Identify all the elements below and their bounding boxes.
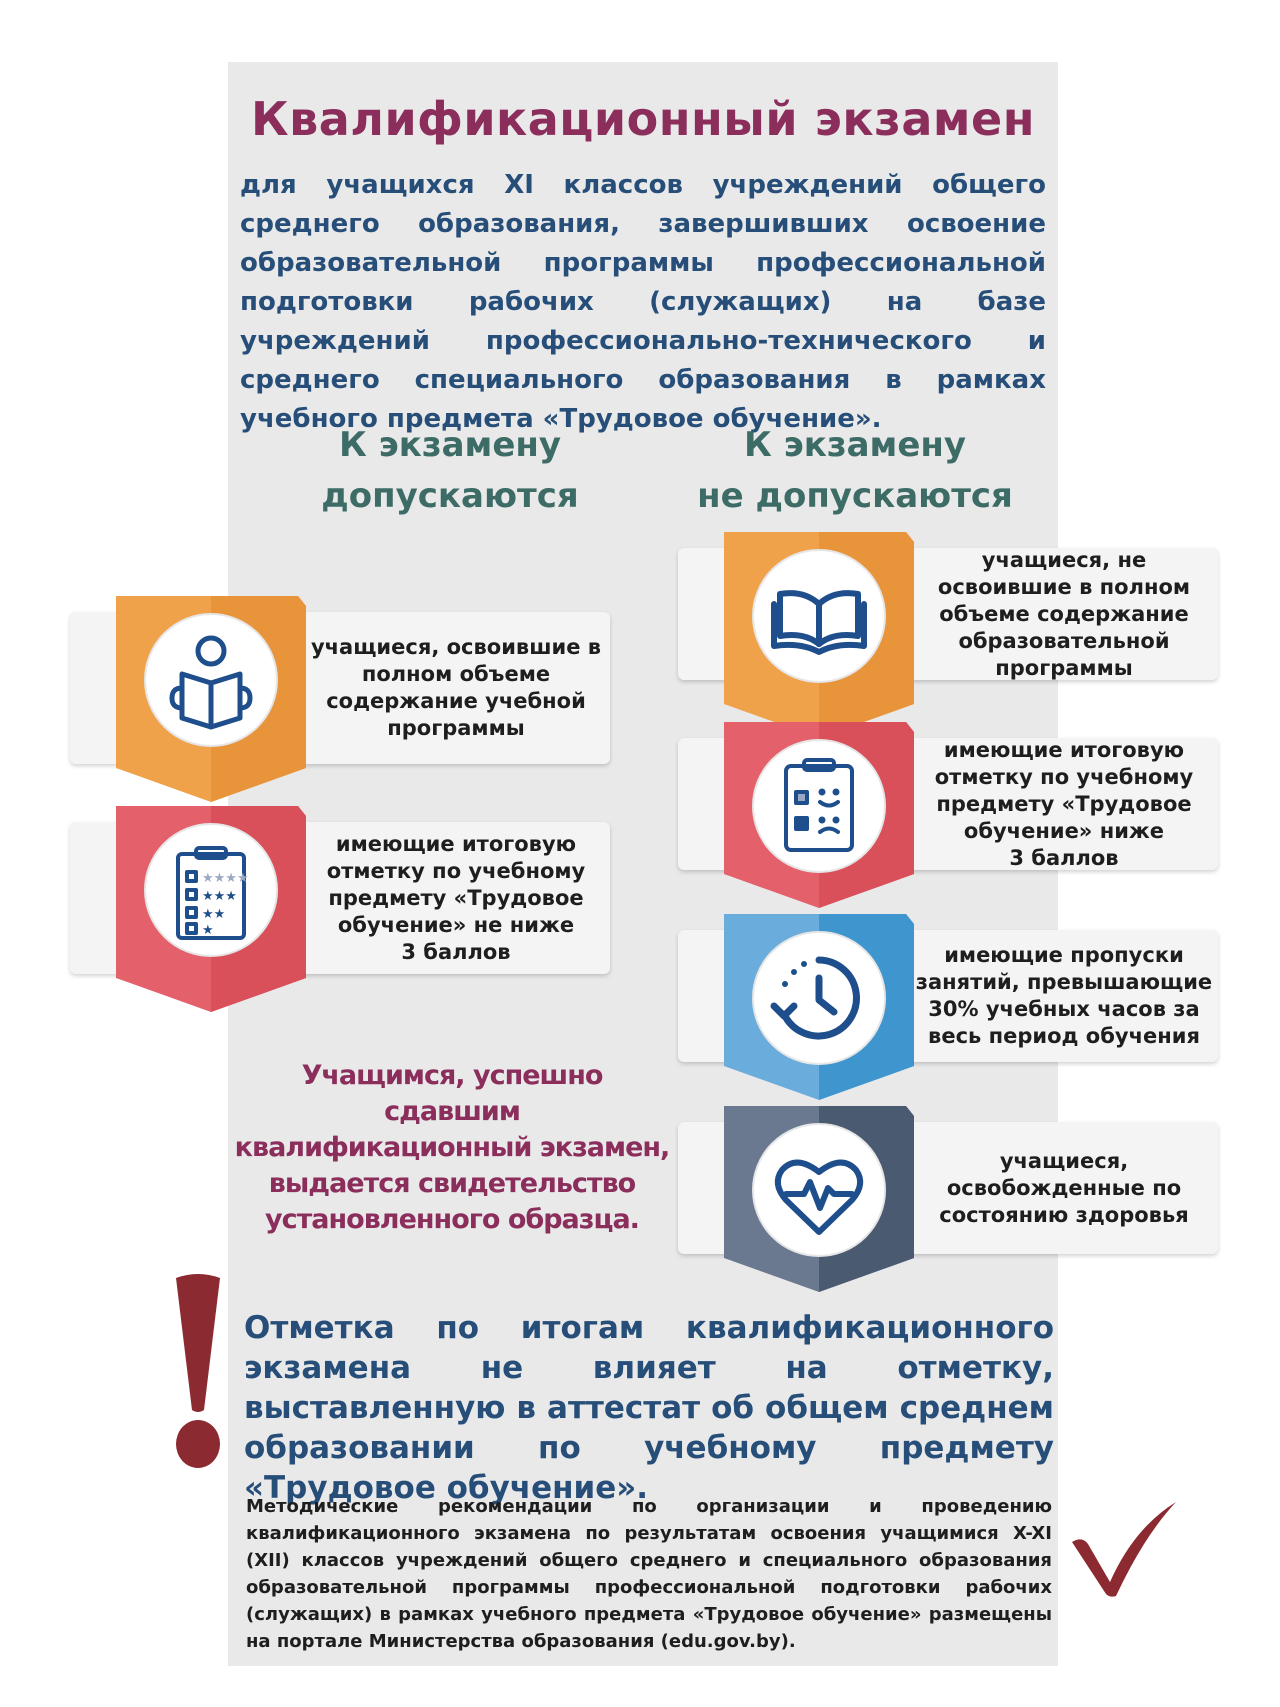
page-subtitle: для учащихся XI классов учреждений общего среднего образования, завершивших освоение образовательной программы профессиональной подготовки рабочих (служащих) на базе учреждений профессионально-технического и среднего специального образования в рамках учебного предмета «Трудовое обучение». [240,170,1046,434]
svg-text:★★★: ★★★ [202,889,237,904]
exclamation-icon [168,1272,228,1476]
admitted-badge-1 [116,596,306,802]
certificate-note: Учащимся, успешно сдавшим квалификационный экзамен, выдается свидетельство установленного образца. [234,1060,670,1235]
svg-text:★: ★ [202,923,214,938]
not-admitted-card-4-text: учащиеся, освобожденные по состоянию здоровья [939,1148,1189,1227]
not-admitted-heading: К экзамену не допускаются [697,425,1013,516]
svg-text:★★: ★★ [202,907,226,922]
not-admitted-card-3-text: имеющие пропуски занятий, превышающие 30% учебных часов за весь период обучения [915,943,1213,1048]
grade-warning: Отметка по итогам квалификационного экзамена не влияет на отметку, выставленную в аттестат об общем среднем образовании по учебному предмету «Трудовое обучение». [244,1310,1054,1506]
checkmark-icon [1070,1498,1180,1602]
admitted-badge-2 [116,806,306,1012]
admitted-heading: К экзамену допускаются [321,425,579,516]
admitted-card-2-text: имеющие итоговую отметку по учебному предмету «Трудовое обучение» не ниже 3 баллов [326,831,586,964]
not-admitted-badge-3 [724,914,914,1100]
footer-note: Методические рекомендации по организации и проведению квалификационного экзамена по результатам освоения учащимися X-XI (XII) классов учреждений общего среднего и специального образования образовательной программы профессиональной подготовки рабочих (служащих) в рамках учебного предмета «Трудовое обучение» размещены на портале Министерства образования (edu.gov.by). [246,1496,1052,1652]
admitted-card-1-text: учащиеся, освоившие в полном объеме содержание учебной программы [310,635,602,740]
svg-text:★★★★: ★★★★ [202,871,249,886]
not-admitted-card-1-text: учащиеся, не освоившие в полном объеме содержание образовательной программы [937,547,1191,680]
page-title: Квалификационный экзамен [251,92,1035,146]
not-admitted-badge-2 [724,722,914,908]
not-admitted-badge-4 [724,1106,914,1292]
not-admitted-card-2-text: имеющие итоговую отметку по учебному предмету «Трудовое обучение» ниже 3 баллов [934,737,1194,870]
not-admitted-badge-1 [724,532,914,738]
